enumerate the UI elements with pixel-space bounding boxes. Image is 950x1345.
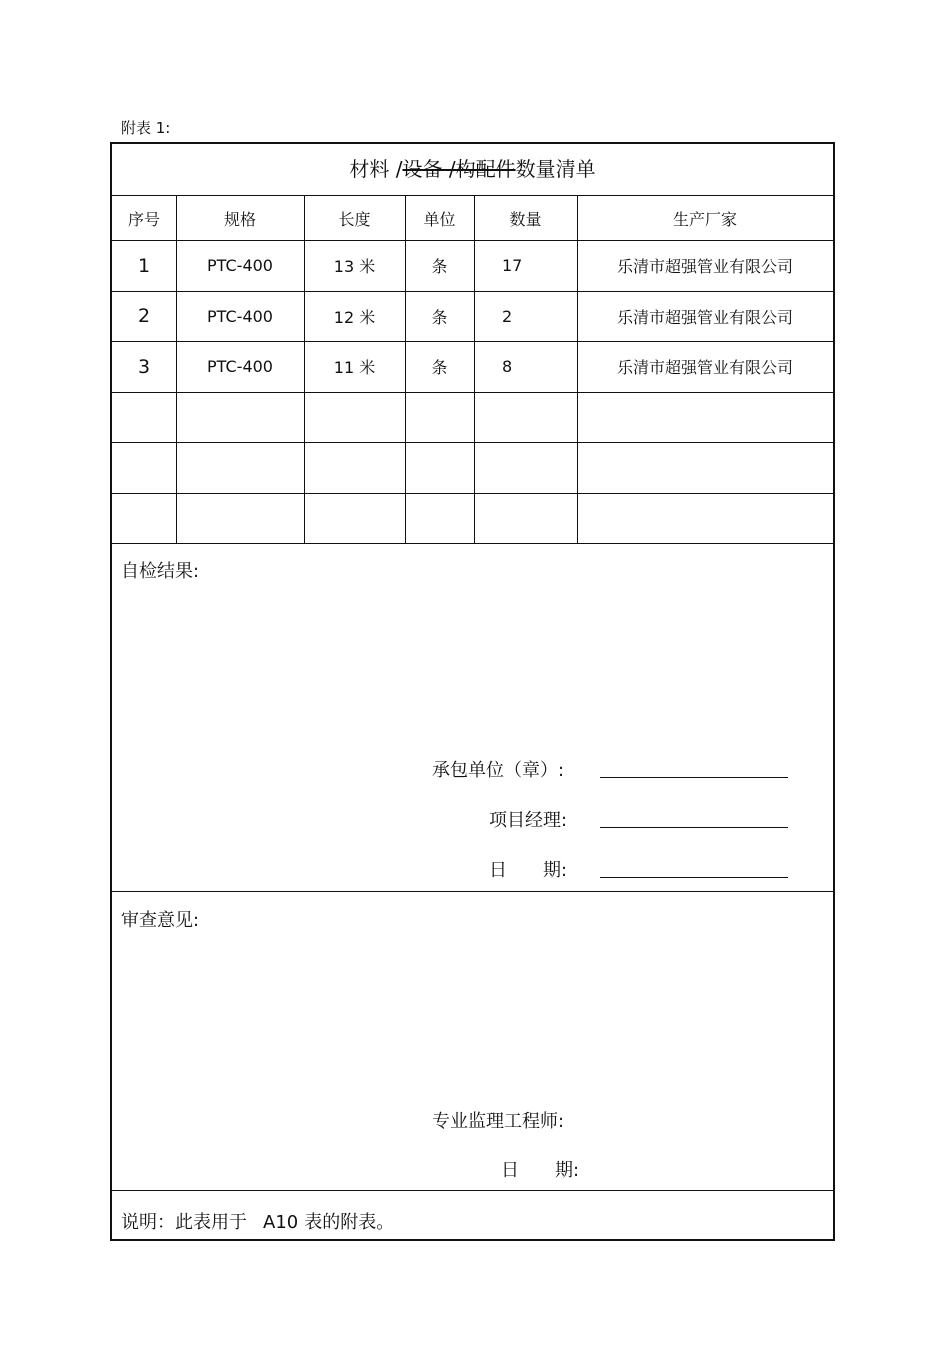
- row2-quantity: 2: [502, 306, 513, 326]
- review-date-label: 日 期:: [501, 1160, 580, 1181]
- table-bottom-divider: [112, 543, 833, 544]
- header-seq: 序号: [127, 209, 160, 229]
- row3-spec: PTC-400: [207, 357, 273, 376]
- section-divider: [112, 891, 833, 892]
- row2-manufacturer: 乐清市超强管业有限公司: [616, 307, 793, 327]
- note-form-code: A10: [263, 1212, 299, 1233]
- header-quantity: 数量: [509, 209, 542, 229]
- row-divider: [112, 442, 833, 443]
- row-divider: [112, 392, 833, 393]
- row1-quantity: 17: [502, 256, 523, 275]
- contractor-seal-label: 承包单位（章）:: [432, 760, 565, 781]
- appendix-label: 附表 1:: [121, 119, 171, 137]
- row1-length: 13 米: [333, 257, 376, 276]
- review-opinion-label: 审查意见:: [121, 910, 200, 931]
- row3-manufacturer: 乐清市超强管业有限公司: [616, 358, 793, 377]
- project-manager-label: 项目经理:: [489, 810, 568, 831]
- row2-seq: 2: [137, 305, 151, 327]
- title-part-quantity: 数量清单: [515, 157, 596, 181]
- manager-signature-line: [600, 827, 788, 828]
- self-check-date-label: 日 期:: [489, 860, 568, 881]
- header-length: 长度: [338, 209, 371, 229]
- note-suffix: 表的附表。: [304, 1212, 395, 1233]
- section-divider: [112, 1190, 833, 1191]
- column-divider: [474, 196, 475, 544]
- header-unit: 单位: [423, 209, 456, 229]
- material-quantity-form: [110, 142, 835, 1241]
- row2-spec: PTC-400: [207, 306, 273, 326]
- row1-manufacturer: 乐清市超强管业有限公司: [616, 257, 793, 276]
- self-check-label: 自检结果:: [121, 561, 200, 582]
- row3-unit: 条: [431, 358, 448, 377]
- row1-unit: 条: [431, 257, 448, 276]
- row2-length: 12 米: [333, 307, 376, 327]
- footnote: [121, 1208, 394, 1234]
- row3-seq: 3: [137, 355, 151, 378]
- note-prefix: 说明：此表用于: [121, 1212, 247, 1233]
- date-signature-line: [600, 877, 788, 878]
- title-part-material: 材料 /: [349, 157, 403, 181]
- supervising-engineer-label: 专业监理工程师:: [432, 1111, 565, 1132]
- title-struck-text: 设备 /构配件: [402, 157, 516, 181]
- row2-unit: 条: [431, 307, 448, 327]
- header-spec: 规格: [223, 209, 256, 229]
- form-title: [112, 144, 833, 196]
- row1-seq: 1: [137, 254, 151, 277]
- row1-spec: PTC-400: [207, 256, 273, 275]
- contractor-signature-line: [600, 777, 788, 778]
- header-manufacturer: 生产厂家: [672, 209, 737, 229]
- row-divider: [112, 493, 833, 494]
- row3-length: 11 米: [333, 358, 376, 377]
- row3-quantity: 8: [502, 357, 513, 376]
